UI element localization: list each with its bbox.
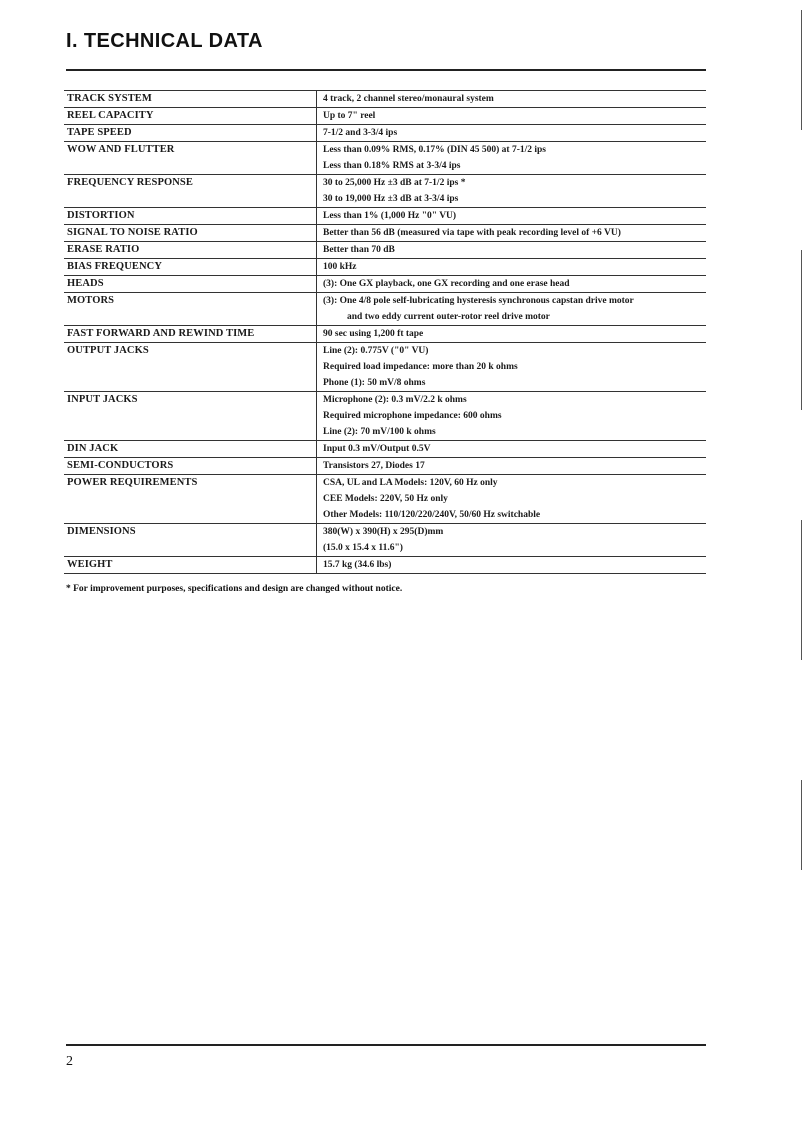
bottom-rule [66, 1044, 706, 1046]
spec-value [316, 276, 706, 292]
spec-value-line: Less than 1% (1,000 Hz "0" VU) [323, 211, 457, 221]
spec-value-line: Less than 0.09% RMS, 0.17% (DIN 45 500) at 7-1/2 ips [323, 145, 546, 155]
spec-value-line: Line (2): 0.775V ("0" VU) [323, 346, 429, 356]
spec-value-line: Phone (1): 50 mV/8 ohms [323, 378, 426, 388]
spec-label: DISTORTION [67, 210, 135, 221]
spec-label: REEL CAPACITY [67, 110, 154, 121]
spec-label: MOTORS [67, 295, 115, 306]
spec-value-line: 100 kHz [323, 262, 357, 272]
spec-value-line: (3): One 4/8 pole self-lubricating hysteresis synchronous capstan drive motor [323, 296, 634, 306]
spec-row [64, 175, 706, 208]
spec-row [64, 441, 706, 458]
spec-label: WOW AND FLUTTER [67, 144, 175, 155]
spec-value-line: (3): One GX playback, one GX recording and one erase head [323, 279, 570, 289]
spec-value [316, 175, 706, 207]
spec-label: HEADS [67, 278, 104, 289]
scan-edge-mark [801, 10, 802, 130]
page-title: I. TECHNICAL DATA [66, 30, 263, 52]
spec-label: ERASE RATIO [67, 244, 140, 255]
title-rule [66, 69, 706, 71]
scan-edge-mark [801, 780, 802, 870]
spec-value-line: 7-1/2 and 3-3/4 ips [323, 128, 398, 138]
spec-row [64, 557, 706, 574]
page-number: 2 [66, 1054, 73, 1069]
spec-label: BIAS FREQUENCY [67, 261, 163, 272]
spec-value-line: CSA, UL and LA Models: 120V, 60 Hz only [323, 478, 498, 488]
spec-row [64, 293, 706, 326]
spec-value [316, 343, 706, 391]
spec-label: FREQUENCY RESPONSE [67, 177, 193, 188]
spec-value [316, 458, 706, 474]
spec-value [316, 524, 706, 556]
spec-value-line: (15.0 x 15.4 x 11.6") [323, 543, 403, 553]
spec-value-line: Better than 70 dB [323, 245, 395, 255]
spec-row [64, 326, 706, 343]
spec-label: WEIGHT [67, 559, 113, 570]
spec-row [64, 524, 706, 557]
spec-label: DIMENSIONS [67, 526, 136, 537]
spec-value-line: 90 sec using 1,200 ft tape [323, 329, 424, 339]
spec-label: OUTPUT JACKS [67, 345, 149, 356]
scan-edge-mark [801, 250, 802, 410]
spec-value [316, 259, 706, 275]
spec-value [316, 208, 706, 224]
spec-value [316, 475, 706, 523]
spec-value-line: Required load impedance: more than 20 k ohms [323, 362, 518, 372]
spec-value-line: Microphone (2): 0.3 mV/2.2 k ohms [323, 395, 467, 405]
spec-label: SEMI-CONDUCTORS [67, 460, 174, 471]
spec-label: INPUT JACKS [67, 394, 138, 405]
spec-row [64, 90, 706, 108]
spec-row [64, 108, 706, 125]
spec-value [316, 441, 706, 457]
spec-value-line: 30 to 25,000 Hz ±3 dB at 7-1/2 ips * [323, 178, 466, 188]
spec-row [64, 343, 706, 392]
spec-label: POWER REQUIREMENTS [67, 477, 198, 488]
spec-value-line: Required microphone impedance: 600 ohms [323, 411, 502, 421]
spec-row [64, 225, 706, 242]
spec-value-line: Other Models: 110/120/220/240V, 50/60 Hz switchable [323, 510, 541, 520]
spec-value-line: Better than 56 dB (measured via tape with peak recording level of +6 VU) [323, 228, 621, 238]
spec-value-line: Less than 0.18% RMS at 3-3/4 ips [323, 161, 461, 171]
spec-row [64, 242, 706, 259]
spec-value [316, 225, 706, 241]
spec-value [316, 326, 706, 342]
spec-table [64, 90, 706, 574]
scan-edge-mark [801, 520, 802, 660]
spec-value-line: 30 to 19,000 Hz ±3 dB at 3-3/4 ips [323, 194, 459, 204]
spec-value-line: 15.7 kg (34.6 lbs) [323, 560, 392, 570]
spec-row [64, 475, 706, 524]
spec-value-line: Line (2): 70 mV/100 k ohms [323, 427, 436, 437]
spec-value-line: Transistors 27, Diodes 17 [323, 461, 425, 471]
spec-value-line: 4 track, 2 channel stereo/monaural system [323, 94, 494, 104]
spec-value [316, 293, 706, 325]
spec-value [316, 392, 706, 440]
spec-row [64, 259, 706, 276]
spec-label: DIN JACK [67, 443, 119, 454]
spec-value-line: 380(W) x 390(H) x 295(D)mm [323, 527, 444, 537]
spec-value [316, 242, 706, 258]
spec-value-line: CEE Models: 220V, 50 Hz only [323, 494, 448, 504]
spec-value [316, 557, 706, 573]
spec-row [64, 458, 706, 475]
spec-label: SIGNAL TO NOISE RATIO [67, 227, 198, 238]
spec-row [64, 276, 706, 293]
spec-value [316, 125, 706, 141]
spec-row [64, 125, 706, 142]
spec-label: TRACK SYSTEM [67, 93, 152, 104]
spec-value [316, 91, 706, 107]
spec-row [64, 392, 706, 441]
spec-value [316, 142, 706, 174]
spec-value [316, 108, 706, 124]
spec-value-line: Input 0.3 mV/Output 0.5V [323, 444, 431, 454]
spec-label: TAPE SPEED [67, 127, 132, 138]
footnote: * For improvement purposes, specifications and design are changed without notice. [66, 584, 403, 594]
spec-value-line: Up to 7" reel [323, 111, 376, 121]
spec-row [64, 208, 706, 225]
spec-value-line: and two eddy current outer-rotor reel drive motor [347, 312, 550, 322]
spec-row [64, 142, 706, 175]
spec-label: FAST FORWARD AND REWIND TIME [67, 328, 255, 339]
